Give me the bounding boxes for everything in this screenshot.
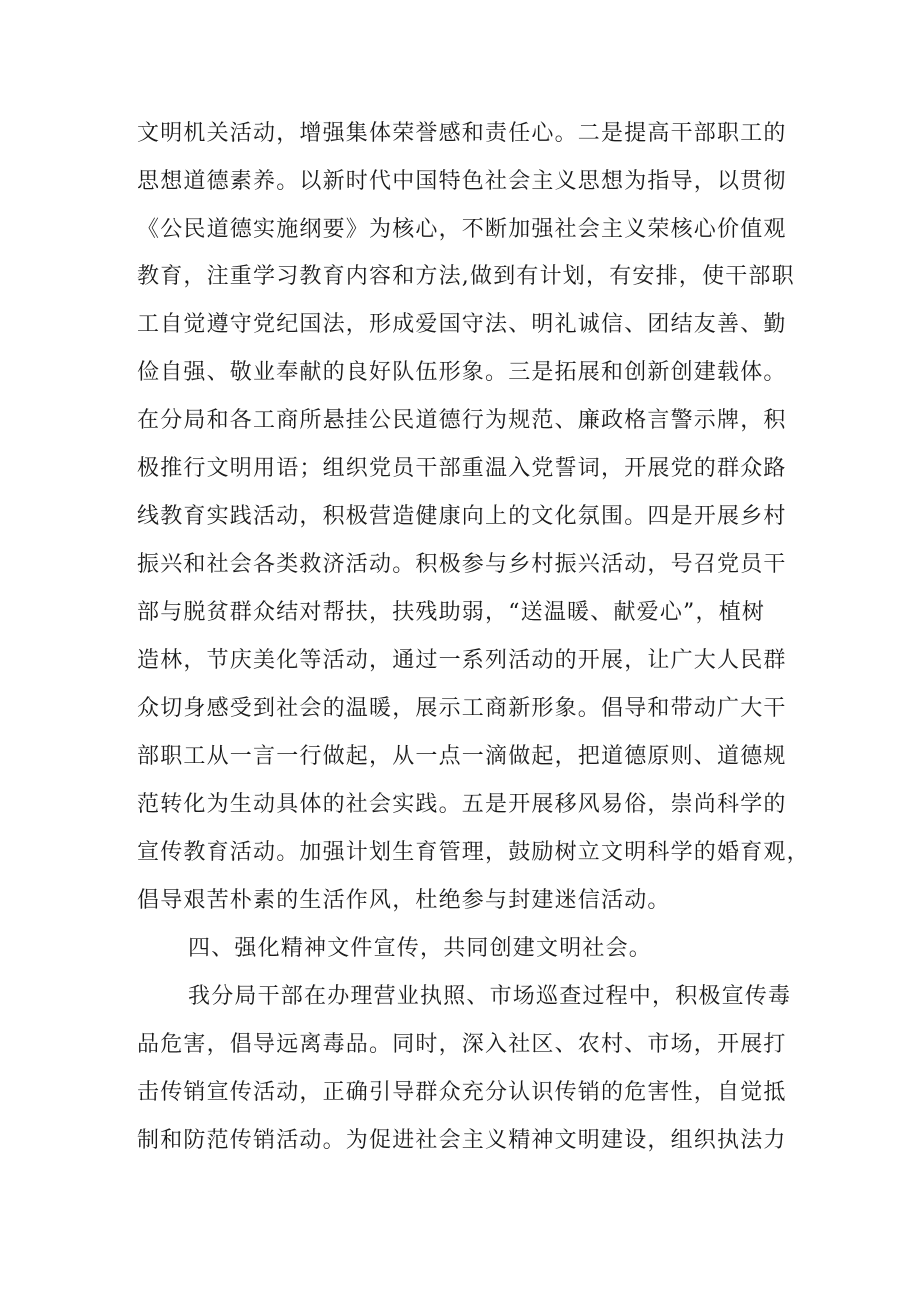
text-line: 线教育实践活动，积极营造健康向上的文化氛围。四是开展乡村 [137, 504, 787, 529]
text-line: 制和防范传销活动。为促进社会主义精神文明建设，组织执法力 [137, 1128, 787, 1153]
text-line: 教育，注重学习教育内容和方法,做到有计划，有安排，使干部职 [137, 264, 795, 289]
text-line: 造林，节庆美化等活动，通过一系列活动的开展，让广大人民群 [137, 648, 787, 673]
text-line: 范转化为生动具体的社会实践。五是开展移风易俗，崇尚科学的 [137, 792, 787, 817]
text-line: 《公民道德实施纲要》为核心，不断加强社会主义荣核心价值观 [137, 217, 787, 242]
section-heading: 四、强化精神文件宣传，共同创建文明社会。 [188, 936, 653, 961]
text-line: 振兴和社会各类救济活动。积极参与乡村振兴活动，号召党员干 [137, 552, 787, 577]
text-line: 倡导艰苦朴素的生活作风，杜绝参与封建迷信活动。 [137, 888, 671, 913]
text-line: 部职工从一言一行做起，从一点一滴做起，把道德原则、道德规 [137, 744, 787, 769]
text-line: 击传销宣传活动，正确引导群众充分认识传销的危害性，自觉抵 [137, 1080, 787, 1105]
text-line: 部与脱贫群众结对帮扶，扶残助弱，“送温暖、献爱心”，植树 [137, 600, 766, 625]
text-line: 俭自强、敬业奉献的良好队伍形象。三是拓展和创新创建载体。 [137, 360, 787, 385]
text-line: 宣传教育活动。加强计划生育管理，鼓励树立文明科学的婚育观， [137, 840, 810, 865]
text-line: 在分局和各工商所悬挂公民道德行为规范、廉政格言警示牌，积 [137, 408, 787, 433]
text-line: 文明机关活动，增强集体荣誉感和责任心。二是提高干部职工的 [137, 121, 787, 146]
text-line: 思想道德素养。以新时代中国特色社会主义思想为指导，以贯彻 [137, 169, 787, 194]
text-line: 品危害，倡导远离毒品。同时，深入社区、农村、市场，开展打 [137, 1032, 787, 1057]
text-line: 极推行文明用语；组织党员干部重温入党誓词，开展党的群众路 [137, 456, 787, 481]
text-line: 众切身感受到社会的温暖，展示工商新形象。倡导和带动广大干 [137, 696, 787, 721]
text-line: 我分局干部在办理营业执照、市场巡查过程中，积极宣传毒 [188, 984, 792, 1009]
text-line: 工自觉遵守党纪国法，形成爱国守法、明礼诚信、团结友善、勤 [137, 312, 787, 337]
